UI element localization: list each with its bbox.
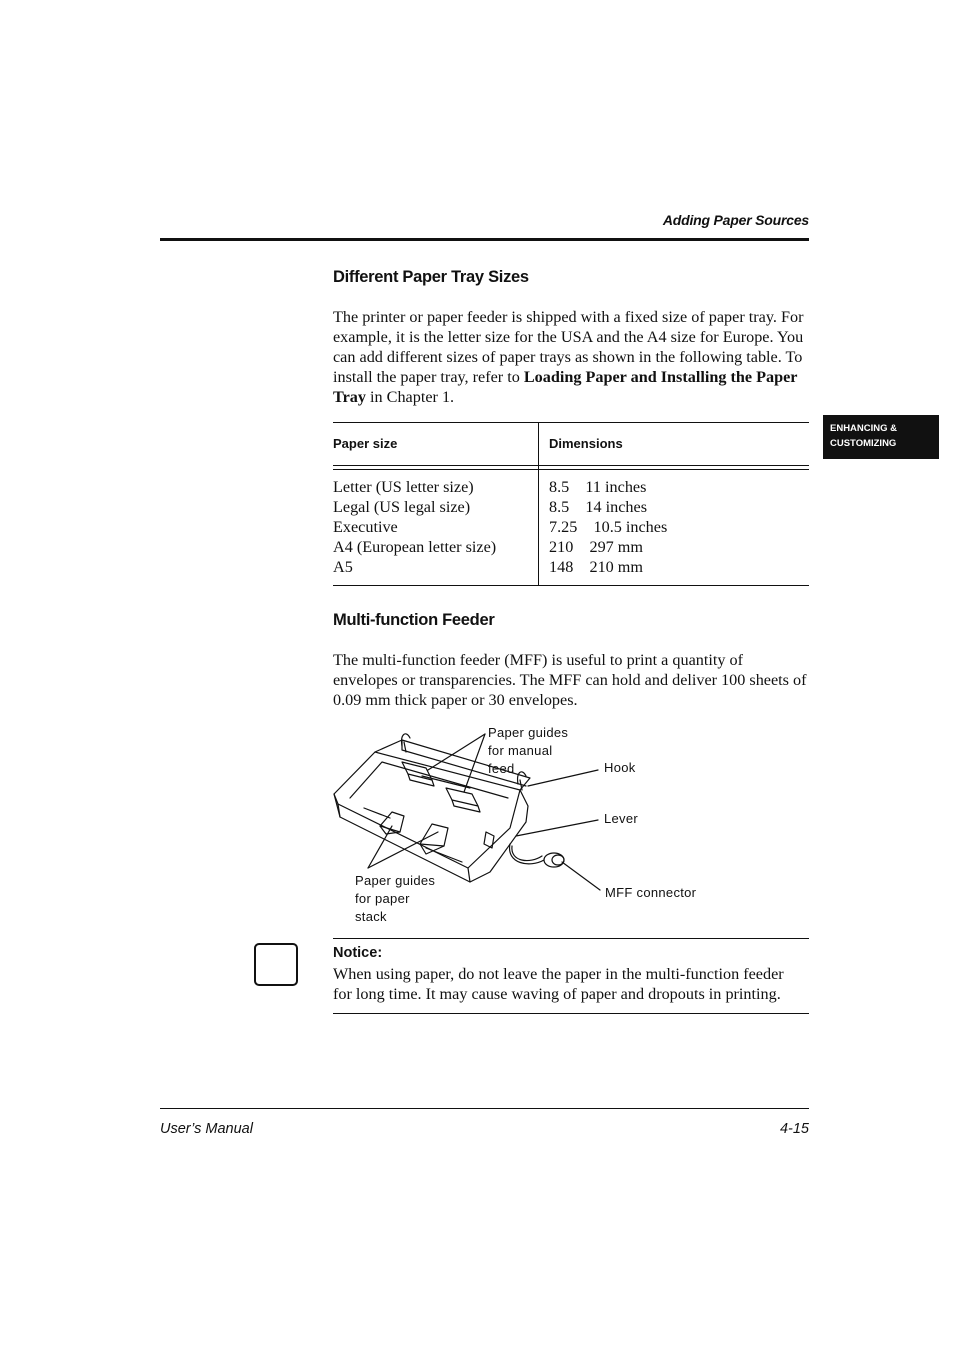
side-tab-line-2: CUSTOMIZING	[830, 438, 897, 449]
table-header-rule	[333, 469, 809, 470]
reference-bold: Loading Paper and Installing the Paper	[523, 368, 798, 386]
para-line: The multi-function feeder (MFF) is useful to print a quantity of	[333, 651, 743, 669]
table-column-divider	[538, 422, 539, 586]
para-text: in Chapter 1.	[365, 388, 455, 406]
table-cell: 148 210 mm	[549, 558, 643, 576]
section-title-tray-sizes: Different Paper Tray Sizes	[333, 268, 529, 286]
chapter-side-tab	[823, 415, 939, 459]
callout-hook: Hook	[604, 760, 636, 775]
table-cell: A5	[333, 558, 353, 576]
header-rule	[160, 238, 809, 241]
para-line: 0.09 mm thick paper or 30 envelopes.	[333, 691, 578, 709]
callout-stack-guides	[355, 872, 435, 926]
paper-size-table	[333, 422, 809, 586]
callout-line: feed	[488, 761, 515, 776]
callout-lever: Lever	[604, 811, 639, 826]
table-cell: 7.25 10.5 inches	[549, 518, 668, 536]
callout-line: for manual	[488, 743, 553, 758]
callout-mff-connector: MFF connector	[605, 885, 697, 900]
side-tab-line-1: ENHANCING &	[830, 423, 898, 434]
table-bottom-rule	[333, 585, 809, 586]
notice-icon	[254, 943, 298, 986]
tray-sizes-paragraph	[333, 307, 813, 407]
para-line: envelopes or transparencies. The MFF can hold and deliver 100 sheets of	[333, 671, 807, 689]
para-line: can add different sizes of paper trays as shown in the following table. To	[333, 348, 803, 366]
table-header-rule	[333, 465, 809, 466]
para-line	[333, 367, 813, 387]
para-line	[333, 387, 813, 407]
table-cell: Letter (US letter size)	[333, 478, 474, 496]
footer-manual-title: User’s Manual	[160, 1121, 253, 1137]
callout-line: for paper	[355, 891, 410, 906]
notice-line: When using paper, do not leave the paper in the multi-function feeder	[333, 965, 784, 983]
page-number: 4-15	[779, 1121, 809, 1137]
callout-manual-feed-guides	[488, 724, 568, 778]
column-header-dimensions: Dimensions	[549, 436, 623, 451]
table-cell: 210 297 mm	[549, 538, 643, 556]
table-cell: 8.5 11 inches	[549, 478, 647, 496]
section-title-mff: Multi-function Feeder	[333, 611, 495, 629]
column-header-paper-size: Paper size	[333, 436, 398, 451]
notice-line: for long time. It may cause waving of paper and dropouts in printing.	[333, 985, 781, 1003]
footer-rule	[160, 1108, 809, 1109]
callout-line: Paper guides	[488, 725, 569, 740]
reference-bold: Tray	[333, 388, 366, 406]
notice-title: Notice:	[333, 945, 383, 961]
mff-illustration	[330, 722, 730, 932]
callout-line: stack	[355, 909, 387, 924]
notice-text	[333, 964, 813, 1004]
notice-top-rule	[333, 938, 809, 939]
running-header: Adding Paper Sources	[662, 212, 809, 228]
mff-paragraph	[333, 650, 813, 710]
table-cell: Executive	[333, 518, 398, 536]
notice-bottom-rule	[333, 1013, 809, 1014]
dimensions-column	[549, 477, 667, 577]
table-cell: A4 (European letter size)	[333, 538, 497, 556]
para-line: The printer or paper feeder is shipped with a fixed size of paper tray. For	[333, 308, 804, 326]
para-text: install the paper tray, refer to	[333, 368, 524, 386]
callout-line: Paper guides	[355, 873, 436, 888]
table-cell: 8.5 14 inches	[549, 498, 648, 516]
para-line: example, it is the letter size for the USA and the A4 size for Europe. You	[333, 328, 804, 346]
table-cell: Legal (US legal size)	[333, 498, 471, 516]
paper-size-column	[333, 477, 496, 577]
table-top-rule	[333, 422, 809, 423]
